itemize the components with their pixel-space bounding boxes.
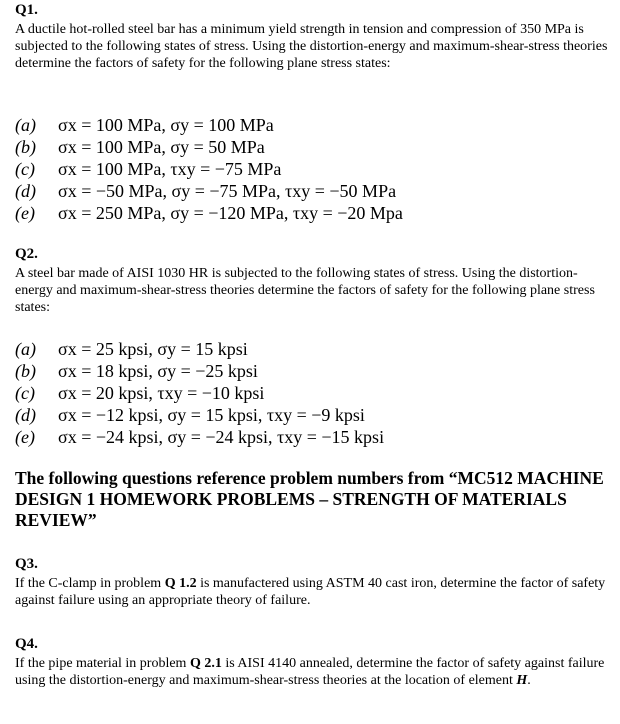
case-label: (a) bbox=[15, 339, 36, 359]
case-label: (d) bbox=[15, 181, 36, 201]
q3-text bbox=[15, 575, 610, 609]
q3-text-after: is manufactered using ASTM 40 cast iron, determine the factor of safety against failure using an appropriate theory of failure. bbox=[15, 576, 606, 608]
case-equation: σx = 20 kpsi, τxy = −10 kpsi bbox=[58, 383, 265, 403]
q3-title: Q3. bbox=[15, 556, 38, 572]
q4-text-before: If the pipe material in problem bbox=[15, 656, 190, 671]
case-label: (e) bbox=[15, 427, 35, 447]
q4-text-middle: is AISI 4140 annealed, determine the factor of safety against failure using the distortion-energy and maximum-shear-stress theories at the location of element bbox=[15, 656, 605, 688]
case-equation: σx = 100 MPa, τxy = −75 MPa bbox=[58, 159, 282, 179]
case-equation: σx = 25 kpsi, σy = 15 kpsi bbox=[58, 339, 248, 359]
q1-title: Q1. bbox=[15, 2, 38, 18]
case-equation: σx = 250 MPa, σy = −120 MPa, τxy = −20 Mpa bbox=[58, 203, 403, 223]
q2-title: Q2. bbox=[15, 246, 38, 262]
case-equation: σx = −50 MPa, σy = −75 MPa, τxy = −50 MPa bbox=[58, 181, 397, 201]
case-label: (c) bbox=[15, 383, 35, 403]
q4-text-end: . bbox=[527, 673, 531, 688]
q3-text-before: If the C-clamp in problem bbox=[15, 576, 165, 591]
case-equation: σx = −12 kpsi, σy = 15 kpsi, τxy = −9 kpsi bbox=[58, 405, 365, 425]
case-equation: σx = 18 kpsi, σy = −25 kpsi bbox=[58, 361, 258, 381]
q2-text: A steel bar made of AISI 1030 HR is subjected to the following states of stress. Using the distortion-energy and maximum-shear-stress theories determine the factors of safety for the following plane stress states: bbox=[15, 266, 595, 315]
case-label: (b) bbox=[15, 361, 36, 381]
q4-title: Q4. bbox=[15, 636, 38, 652]
q3-problem-ref: Q 1.2 bbox=[164, 576, 197, 591]
reference-note: The following questions reference problem numbers from “MC512 MACHINE DESIGN 1 HOMEWORK PROBLEMS – STRENGTH OF MATERIALS REVIEW” bbox=[15, 468, 604, 530]
q4-problem-ref: Q 2.1 bbox=[189, 656, 222, 671]
case-equation: σx = 100 MPa, σy = 50 MPa bbox=[58, 137, 265, 157]
q4-element: H bbox=[516, 673, 528, 688]
case-equation: σx = −24 kpsi, σy = −24 kpsi, τxy = −15 kpsi bbox=[58, 427, 385, 447]
q1-text: A ductile hot-rolled steel bar has a minimum yield strength in tension and compression of 350 MPa is subjected to the following states of stress. Using the distortion-energy and maximum-shear-stress theories determine the factors of safety for the following plane stress states: bbox=[15, 22, 608, 71]
case-equation: σx = 100 MPa, σy = 100 MPa bbox=[58, 115, 274, 135]
case-label: (e) bbox=[15, 203, 35, 223]
case-label: (a) bbox=[15, 115, 36, 135]
case-label: (b) bbox=[15, 137, 36, 157]
case-label: (d) bbox=[15, 405, 36, 425]
q4-text bbox=[15, 655, 610, 689]
case-label: (c) bbox=[15, 159, 35, 179]
